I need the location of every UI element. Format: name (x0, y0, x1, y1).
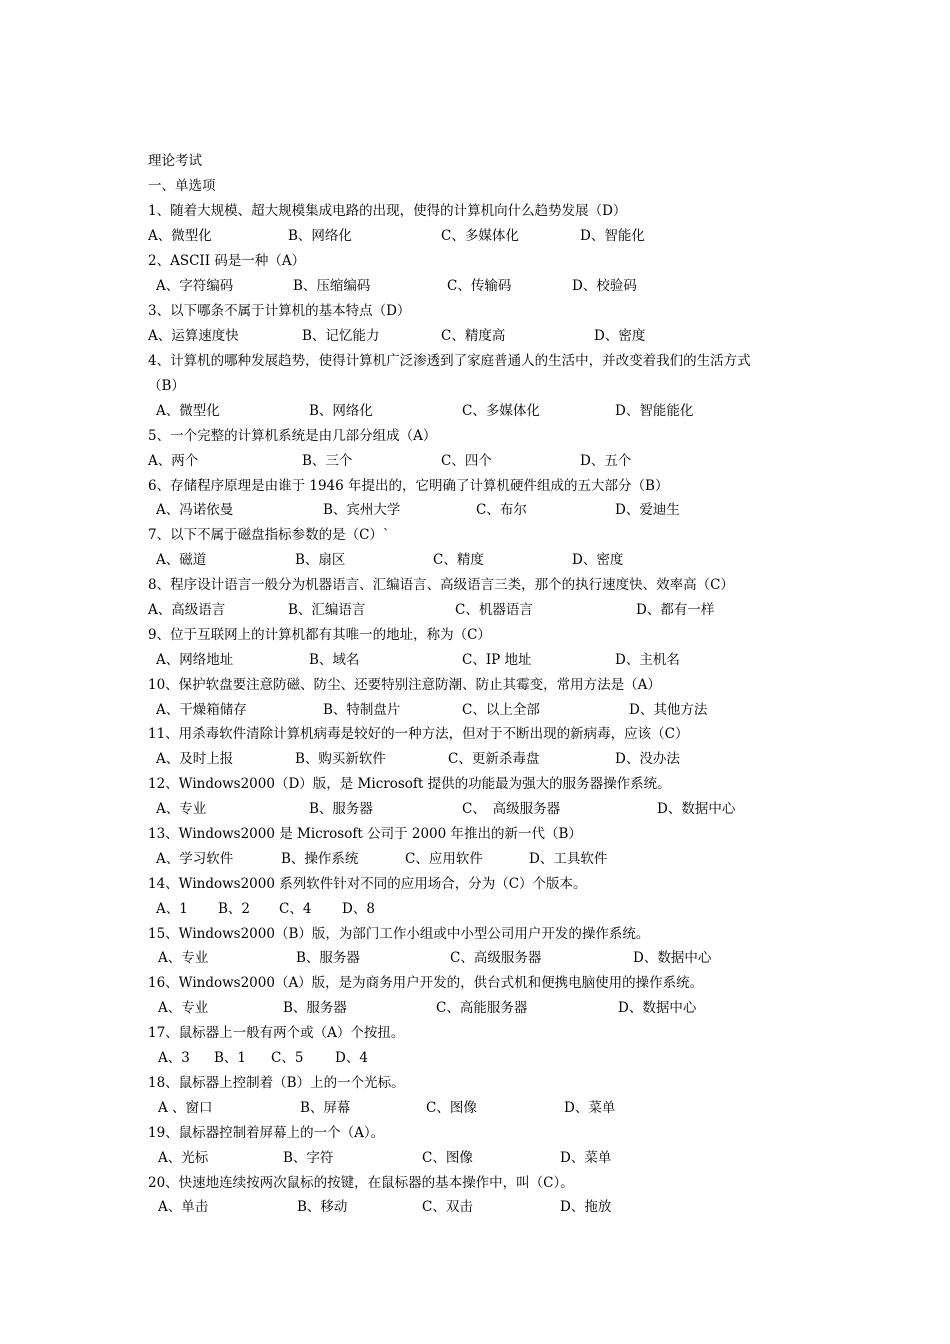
option-a: A、专业 (156, 801, 207, 817)
option-c: C、高能服务器 (436, 1000, 528, 1016)
option-d: D、智能化 (580, 228, 645, 244)
question-15: 15、Windows2000（B）版，为部门工作小组或中小型公司用户开发的操作系统。 (148, 926, 650, 942)
option-c: C、图像 (426, 1100, 477, 1116)
question-9: 9、位于互联网上的计算机都有其唯一的地址，称为（C） (148, 627, 491, 643)
options-20 (148, 1195, 828, 1219)
option-a: A、两个 (148, 453, 199, 469)
option-c: C、以上全部 (462, 702, 540, 718)
option-c: C、4 (279, 901, 312, 917)
options-16 (148, 996, 828, 1020)
options-3 (148, 324, 828, 348)
options-14 (148, 897, 828, 921)
option-a: A、单击 (158, 1199, 209, 1215)
question-7: 7、以下不属于磁盘指标参数的是（C）` (148, 527, 390, 543)
option-d: D、智能能化 (615, 403, 694, 419)
options-15 (148, 946, 828, 970)
option-b: B、网络化 (309, 403, 373, 419)
option-d: D、菜单 (560, 1150, 612, 1166)
question-17: 17、鼠标器上一般有两个或（A）个按扭。 (148, 1025, 405, 1041)
options-2 (148, 274, 828, 298)
option-c: C、传输码 (447, 278, 512, 294)
document-title: 理论考试 (148, 153, 202, 169)
question-8: 8、程序设计语言一般分为机器语言、汇编语言、高级语言三类，那个的执行速度快、效率高（C） (148, 577, 734, 593)
option-d: D、拖放 (560, 1199, 612, 1215)
section-heading: 一、单选项 (148, 178, 216, 194)
question-20: 20、快速地连续按两次鼠标的按键，在鼠标器的基本操作中，叫（C）。 (148, 1175, 574, 1191)
options-4 (148, 399, 828, 423)
option-a: A、微型化 (148, 228, 212, 244)
option-a: A、冯诺依曼 (156, 502, 234, 518)
option-c: C、多媒体化 (441, 228, 519, 244)
option-b: B、域名 (309, 652, 360, 668)
options-5 (148, 449, 828, 473)
question-12: 12、Windows2000（D）版，是 Microsoft 提供的功能最为强大的服务器操作系统。 (148, 776, 671, 792)
option-a: A、及时上报 (156, 751, 234, 767)
option-c: C、图像 (422, 1150, 473, 1166)
option-c: C、精度 (433, 552, 484, 568)
question-10: 10、保护软盘要注意防磁、防尘、还要特别注意防潮、防止其霉变，常用方法是（A） (148, 677, 661, 693)
options-11 (148, 747, 828, 771)
option-a: A、高级语言 (148, 602, 226, 618)
question-14: 14、Windows2000 系列软件针对不同的应用场合，分为（C）个版本。 (148, 876, 587, 892)
option-c: C、应用软件 (405, 851, 483, 867)
options-9 (148, 648, 828, 672)
option-c: C、双击 (422, 1199, 473, 1215)
option-a: A、磁道 (156, 552, 207, 568)
option-c: C、5 (271, 1050, 304, 1066)
option-a: A、专业 (158, 950, 209, 966)
option-d: D、菜单 (564, 1100, 616, 1116)
option-a: A、3 (158, 1050, 190, 1066)
option-c: C、四个 (441, 453, 492, 469)
options-6 (148, 498, 828, 522)
option-d: D、数据中心 (633, 950, 712, 966)
option-a: A、网络地址 (156, 652, 234, 668)
option-b: B、特制盘片 (323, 702, 401, 718)
question-16: 16、Windows2000（A）版，是为商务用户开发的，供台式机和便携电脑使用的操作系统。 (148, 975, 704, 991)
option-d: D、密度 (572, 552, 624, 568)
option-d: D、密度 (594, 328, 646, 344)
option-c: C、更新杀毒盘 (448, 751, 540, 767)
options-12 (148, 797, 828, 821)
option-d: D、8 (342, 901, 375, 917)
options-19 (148, 1146, 828, 1170)
question-3: 3、以下哪条不属于计算机的基本特点（D） (148, 303, 411, 319)
option-d: D、五个 (580, 453, 632, 469)
option-a: A、字符编码 (156, 278, 234, 294)
option-d: D、工具软件 (529, 851, 608, 867)
options-1 (148, 224, 828, 248)
question-2: 2、ASCII 码是一种（A） (148, 253, 306, 269)
option-c: C、高级服务器 (450, 950, 542, 966)
option-b: B、2 (218, 901, 251, 917)
option-b: B、移动 (297, 1199, 348, 1215)
option-b: B、汇编语言 (288, 602, 366, 618)
option-b: B、服务器 (283, 1000, 347, 1016)
question-4-answer: （B） (148, 378, 185, 394)
option-a: A、学习软件 (156, 851, 234, 867)
question-5: 5、一个完整的计算机系统是由几部分组成（A） (148, 428, 437, 444)
question-18: 18、鼠标器上控制着（B）上的一个光标。 (148, 1075, 405, 1091)
options-18 (148, 1096, 828, 1120)
option-b: B、宾州大学 (323, 502, 401, 518)
option-b: B、服务器 (309, 801, 373, 817)
option-c: C、多媒体化 (462, 403, 540, 419)
option-d: D、没办法 (615, 751, 680, 767)
option-b: B、服务器 (296, 950, 360, 966)
question-1: 1、随着大规模、超大规模集成电路的出现，使得的计算机向什么趋势发展（D） (148, 203, 627, 219)
option-b: B、购买新软件 (295, 751, 386, 767)
option-c: C、机器语言 (455, 602, 533, 618)
option-a: A、运算速度快 (148, 328, 239, 344)
option-d: D、校验码 (572, 278, 637, 294)
option-b: B、1 (214, 1050, 247, 1066)
option-b: B、操作系统 (281, 851, 359, 867)
option-a: A、1 (156, 901, 188, 917)
option-b: B、扇区 (295, 552, 346, 568)
option-d: D、数据中心 (618, 1000, 697, 1016)
question-19: 19、鼠标器控制着屏幕上的一个（A）。 (148, 1125, 385, 1141)
options-13 (148, 847, 828, 871)
option-a: A、微型化 (156, 403, 220, 419)
option-b: B、网络化 (288, 228, 352, 244)
option-a: A、干燥箱储存 (156, 702, 247, 718)
option-c: C、 高级服务器 (462, 801, 561, 817)
option-a: A、光标 (158, 1150, 209, 1166)
option-d: D、其他方法 (629, 702, 708, 718)
question-13: 13、Windows2000 是 Microsoft 公司于 2000 年推出的新一代（B） (148, 826, 582, 842)
question-4: 4、计算机的哪种发展趋势，使得计算机广泛渗透到了家庭普通人的生活中，并改变着我们的生活方式 (148, 353, 751, 369)
options-10 (148, 698, 828, 722)
option-d: D、4 (335, 1050, 368, 1066)
option-d: D、爱迪生 (615, 502, 680, 518)
option-b: B、三个 (302, 453, 353, 469)
options-8 (148, 598, 828, 622)
option-d: D、主机名 (615, 652, 680, 668)
options-7 (148, 548, 828, 572)
option-b: B、压缩编码 (293, 278, 371, 294)
option-a: A 、窗口 (158, 1100, 213, 1116)
option-d: D、都有一样 (636, 602, 715, 618)
option-c: C、布尔 (476, 502, 527, 518)
option-a: A、专业 (158, 1000, 209, 1016)
question-6: 6、存储程序原理是由谁于 1946 年提出的，它明确了计算机硬件组成的五大部分（B） (148, 478, 669, 494)
option-b: B、屏幕 (300, 1100, 351, 1116)
option-d: D、数据中心 (657, 801, 736, 817)
option-c: C、IP 地址 (462, 652, 532, 668)
option-b: B、字符 (283, 1150, 334, 1166)
option-c: C、精度高 (441, 328, 506, 344)
question-11: 11、用杀毒软件清除计算机病毒是较好的一种方法，但对于不断出现的新病毒，应该（C） (148, 726, 689, 742)
options-17 (148, 1046, 828, 1070)
option-b: B、记忆能力 (302, 328, 380, 344)
